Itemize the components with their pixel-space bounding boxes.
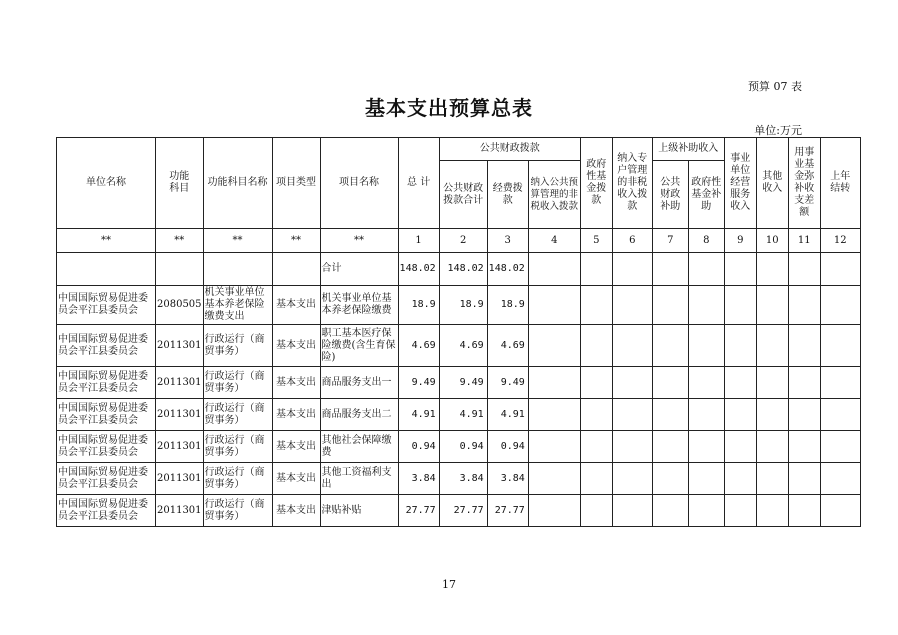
index-cell: ** [272,229,320,253]
index-cell: ** [57,229,156,253]
index-cell: 3 [487,229,528,253]
row-public-total: 9.49 [439,367,487,399]
header-non-tax-public: 纳入公共预 算管理的非 税收入拨款 [528,161,580,229]
header-business-income: 事业 单位 经营 服务 收入 [724,138,756,229]
row-operating: 27.77 [487,495,528,527]
row-total: 0.94 [398,431,439,463]
row-project-name: 其他社会保障缴费 [320,431,398,463]
empty-cell [788,399,820,431]
empty-cell [612,325,652,367]
header-gov-fund: 政府 性基 金拨 款 [580,138,612,229]
empty-cell [528,495,580,527]
index-cell: ** [320,229,398,253]
empty-cell [788,495,820,527]
empty-cell [652,463,688,495]
empty-cell [688,431,724,463]
row-project-name: 商品服务支出二 [320,399,398,431]
index-cell: 6 [612,229,652,253]
row-project-type: 基本支出 [272,367,320,399]
row-operating: 0.94 [487,431,528,463]
index-cell: 9 [724,229,756,253]
empty-cell [612,431,652,463]
table-row [57,399,861,431]
table-row [57,495,861,527]
header-project-type: 项目类型 [272,138,320,229]
empty-cell [756,286,788,325]
empty-cell [528,399,580,431]
row-project-type: 基本支出 [272,431,320,463]
empty-cell [580,495,612,527]
row-func-code: 2011301 [156,367,204,399]
header-carryover: 上年 结转 [820,138,860,229]
row-public-total: 18.9 [439,286,487,325]
header-operating-funds: 经费拨款 [487,161,528,229]
index-row [57,229,861,253]
row-func-code: 2080505 [156,286,204,325]
summary-public-total: 148.02 [439,253,487,286]
empty-cell [788,367,820,399]
row-total: 18.9 [398,286,439,325]
row-project-name: 商品服务支出一 [320,367,398,399]
empty-cell [612,399,652,431]
row-project-name: 津贴补贴 [320,495,398,527]
row-public-total: 4.69 [439,325,487,367]
summary-total: 148.02 [398,253,439,286]
row-public-total: 4.91 [439,399,487,431]
summary-label: 合计 [320,253,398,286]
row-operating: 9.49 [487,367,528,399]
row-func-name: 行政运行（商贸事务） [203,367,272,399]
row-func-name: 机关事业单位基本养老保险缴费支出 [203,286,272,325]
empty-cell [788,286,820,325]
row-total: 27.77 [398,495,439,527]
empty-cell [688,495,724,527]
row-unit-name: 中国国际贸易促进委员会平江县委员会 [57,325,156,367]
index-cell: 5 [580,229,612,253]
index-cell: 2 [439,229,487,253]
row-unit-name: 中国国际贸易促进委员会平江县委员会 [57,431,156,463]
empty-cell [652,367,688,399]
row-project-name: 职工基本医疗保险缴费(含生育保险) [320,325,398,367]
unit-label: 单位:万元 [754,124,802,137]
empty-cell [756,399,788,431]
row-operating: 18.9 [487,286,528,325]
row-project-type: 基本支出 [272,495,320,527]
empty-cell [580,399,612,431]
index-cell: ** [203,229,272,253]
empty-cell [652,325,688,367]
header-special-account: 纳入专 户管理 的非税 收入拨 款 [612,138,652,229]
page-title: 基本支出预算总表 [365,96,533,120]
header-func-code: 功能 科目 [156,138,204,229]
empty-cell [612,463,652,495]
empty-cell [528,367,580,399]
empty-cell [820,399,860,431]
empty-cell [580,431,612,463]
header-deficit-fund: 用事 业基 金弥 补收 支差 额 [788,138,820,229]
header-superior-subsidy: 上级补助收入 [652,138,724,161]
empty-cell [756,431,788,463]
empty-cell [788,463,820,495]
header-func-name: 功能科目名称 [203,138,272,229]
page-number: 17 [442,578,456,591]
empty-cell [820,325,860,367]
row-total: 3.84 [398,463,439,495]
empty-cell [652,431,688,463]
row-total: 4.69 [398,325,439,367]
row-project-type: 基本支出 [272,325,320,367]
empty-cell [724,463,756,495]
row-operating: 3.84 [487,463,528,495]
header-unit-name: 单位名称 [57,138,156,229]
empty-cell [724,399,756,431]
form-number-label: 预算 07 表 [748,80,802,93]
table-row [57,463,861,495]
empty-cell [528,286,580,325]
index-cell: 10 [756,229,788,253]
row-func-code: 2011301 [156,325,204,367]
empty-cell [652,399,688,431]
table-row [57,286,861,325]
row-unit-name: 中国国际贸易促进委员会平江县委员会 [57,286,156,325]
empty-cell [788,431,820,463]
empty-cell [528,431,580,463]
budget-table [56,137,861,527]
index-cell: 12 [820,229,860,253]
index-cell: 7 [652,229,688,253]
row-func-code: 2011301 [156,463,204,495]
row-unit-name: 中国国际贸易促进委员会平江县委员会 [57,495,156,527]
empty-cell [820,463,860,495]
empty-cell [580,286,612,325]
empty-cell [652,286,688,325]
row-operating: 4.69 [487,325,528,367]
row-project-type: 基本支出 [272,286,320,325]
row-func-name: 行政运行（商贸事务） [203,399,272,431]
row-func-code: 2011301 [156,495,204,527]
row-func-name: 行政运行（商贸事务） [203,325,272,367]
empty-cell [756,367,788,399]
empty-cell [820,495,860,527]
empty-cell [580,463,612,495]
row-func-code: 2011301 [156,431,204,463]
empty-cell [756,463,788,495]
empty-cell [612,495,652,527]
empty-cell [820,431,860,463]
empty-cell [688,463,724,495]
row-project-name: 机关事业单位基本养老保险缴费 [320,286,398,325]
empty-cell [724,431,756,463]
index-cell: 4 [528,229,580,253]
empty-cell [724,325,756,367]
header-project-name: 项目名称 [320,138,398,229]
header-gov-fund-subsidy: 政府性 基金补 助 [688,161,724,229]
row-total: 4.91 [398,399,439,431]
table-row [57,325,861,367]
summary-operating: 148.02 [487,253,528,286]
empty-cell [788,325,820,367]
header-total: 总 计 [398,138,439,229]
table-header [57,138,861,286]
empty-cell [580,325,612,367]
row-public-total: 3.84 [439,463,487,495]
row-public-total: 0.94 [439,431,487,463]
row-public-total: 27.77 [439,495,487,527]
index-cell: 1 [398,229,439,253]
row-project-type: 基本支出 [272,463,320,495]
index-cell: ** [156,229,204,253]
empty-cell [528,325,580,367]
row-project-type: 基本支出 [272,399,320,431]
row-unit-name: 中国国际贸易促进委员会平江县委员会 [57,399,156,431]
table-body [57,286,861,527]
empty-cell [756,495,788,527]
empty-cell [688,399,724,431]
row-func-name: 行政运行（商贸事务） [203,431,272,463]
empty-cell [688,367,724,399]
empty-cell [820,367,860,399]
empty-cell [724,286,756,325]
empty-cell [612,286,652,325]
row-operating: 4.91 [487,399,528,431]
empty-cell [612,367,652,399]
row-unit-name: 中国国际贸易促进委员会平江县委员会 [57,463,156,495]
summary-row [57,253,861,286]
empty-cell [724,367,756,399]
row-total: 9.49 [398,367,439,399]
row-project-name: 其他工资福利支出 [320,463,398,495]
index-cell: 8 [688,229,724,253]
empty-cell [724,495,756,527]
row-unit-name: 中国国际贸易促进委员会平江县委员会 [57,367,156,399]
row-func-code: 2011301 [156,399,204,431]
header-public-finance-total: 公共财政 拨款合计 [439,161,487,229]
header-other-income: 其他 收入 [756,138,788,229]
empty-cell [820,286,860,325]
table-row [57,431,861,463]
empty-cell [580,367,612,399]
header-public-finance: 公共财政拨款 [439,138,580,161]
empty-cell [688,325,724,367]
row-func-name: 行政运行（商贸事务） [203,495,272,527]
empty-cell [688,286,724,325]
empty-cell [528,463,580,495]
index-cell: 11 [788,229,820,253]
header-public-finance-subsidy: 公共 财政 补助 [652,161,688,229]
row-func-name: 行政运行（商贸事务） [203,463,272,495]
empty-cell [652,495,688,527]
table-row [57,367,861,399]
empty-cell [756,325,788,367]
